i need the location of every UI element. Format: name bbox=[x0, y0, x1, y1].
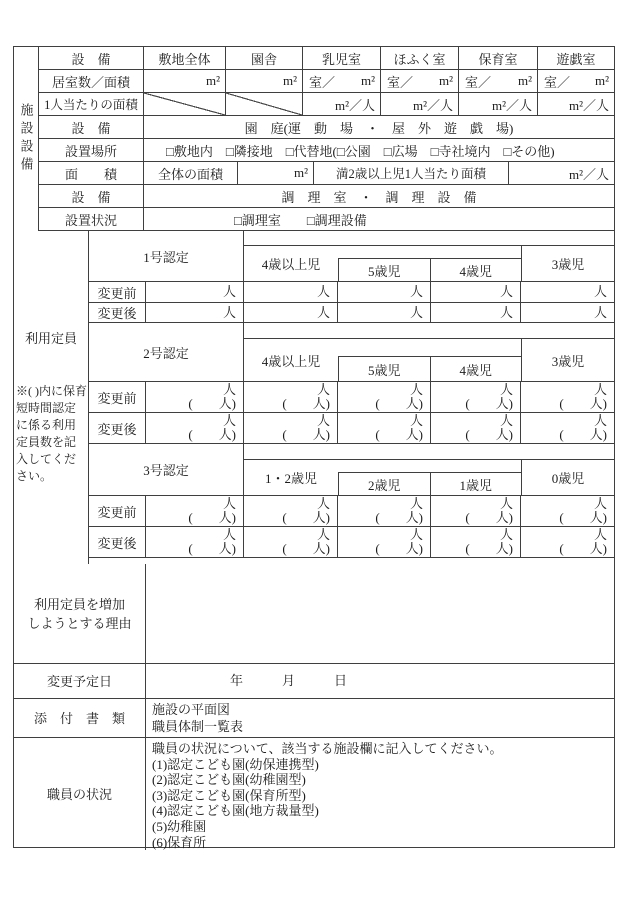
rooms-prefix: 室／ bbox=[544, 74, 571, 90]
unit-person: 人 bbox=[409, 284, 423, 299]
unit-m2: m² bbox=[282, 73, 297, 88]
unit-person-paren: ( 人) bbox=[375, 541, 423, 556]
staff-status-label: 職員の状況 bbox=[14, 738, 146, 850]
nintei-2-group-header: 4歳以上児 bbox=[261, 353, 321, 369]
garden-equip-label: 設 備 bbox=[39, 116, 144, 138]
block-nintei-1 bbox=[89, 231, 614, 323]
nintei-3-subheaders bbox=[338, 460, 521, 495]
nintei-3-before-row bbox=[89, 496, 614, 527]
capacity-field[interactable] bbox=[431, 303, 521, 322]
staff-status-lines bbox=[146, 738, 614, 850]
nintei-3-subrow bbox=[338, 473, 521, 495]
unit-person: 人 bbox=[316, 382, 330, 397]
nintei-2-subrow bbox=[338, 357, 521, 381]
attachments-row bbox=[14, 699, 614, 738]
unit-person-paren: ( 人) bbox=[188, 427, 236, 442]
unit-person: 人 bbox=[593, 527, 607, 542]
nintei-2-before-row bbox=[89, 382, 614, 413]
capacity-field[interactable] bbox=[338, 496, 431, 526]
unit-m2: m² bbox=[517, 73, 532, 88]
unit-person: 人 bbox=[499, 284, 513, 299]
header-spacer bbox=[338, 460, 521, 473]
staff-option: (2)認定こども園(幼稚園型) bbox=[152, 772, 306, 788]
capacity-field[interactable] bbox=[244, 382, 338, 412]
unit-person-paren: ( 人) bbox=[559, 427, 607, 442]
unit-person-paren: ( 人) bbox=[559, 396, 607, 411]
col-header-site: 敷地全体 bbox=[144, 47, 226, 69]
unit-person: 人 bbox=[499, 527, 513, 542]
capacity-field[interactable] bbox=[338, 303, 431, 322]
garden-title: 園 庭(運 動 場 ・ 屋 外 遊 戯 場) bbox=[244, 120, 514, 136]
application-form-table bbox=[13, 46, 615, 848]
nintei-1-age3-header: 3歳児 bbox=[521, 246, 614, 281]
capacity-field[interactable] bbox=[146, 496, 244, 526]
unit-person: 人 bbox=[593, 304, 607, 320]
unit-person: 人 bbox=[222, 284, 236, 299]
staff-option: (1)認定こども園(幼保連携型) bbox=[152, 756, 319, 772]
unit-person: 人 bbox=[316, 413, 330, 428]
capacity-section bbox=[14, 231, 614, 564]
rooms-area-row bbox=[39, 70, 614, 93]
staff-status-content bbox=[146, 738, 614, 850]
facility-side-label: 施設設備 bbox=[18, 103, 34, 175]
unit-person: 人 bbox=[316, 284, 330, 299]
staff-option: (6)保育所 bbox=[152, 834, 207, 850]
site-area-field[interactable] bbox=[144, 70, 226, 92]
nintei-2-after-row bbox=[89, 413, 614, 444]
unit-person: 人 bbox=[222, 413, 236, 428]
capacity-blocks bbox=[89, 231, 614, 564]
unit-m2-per-person: m²／人 bbox=[412, 97, 453, 113]
unit-person: 人 bbox=[499, 413, 513, 428]
unit-person-paren: ( 人) bbox=[465, 427, 513, 442]
diagonal-na-cell bbox=[144, 93, 226, 115]
per-person-row bbox=[39, 93, 614, 116]
nintei-2-age5-header: 5歳児 bbox=[338, 357, 431, 381]
unit-person-paren: ( 人) bbox=[375, 427, 423, 442]
change-date-value: 年 月 日 bbox=[230, 673, 348, 688]
nintei-1-age4-header: 4歳児 bbox=[459, 263, 492, 279]
after-label: 変更後 bbox=[89, 527, 146, 557]
unit-person: 人 bbox=[409, 496, 423, 511]
col-header-infant-room: 乳児室 bbox=[303, 47, 381, 69]
crawl-room-field[interactable] bbox=[381, 70, 459, 92]
kitchen-status-checkboxes[interactable]: □調理室 □調理設備 bbox=[234, 212, 367, 228]
unit-m2: m² bbox=[438, 73, 453, 88]
capacity-field[interactable] bbox=[244, 413, 338, 443]
unit-person: 人 bbox=[499, 496, 513, 511]
change-date-label: 変更予定日 bbox=[14, 664, 146, 698]
capacity-field[interactable] bbox=[521, 413, 614, 443]
before-label: 変更前 bbox=[89, 282, 146, 302]
capacity-field[interactable] bbox=[244, 496, 338, 526]
facility-rows bbox=[39, 47, 614, 231]
attachments-lines bbox=[146, 699, 614, 735]
capacity-field[interactable] bbox=[521, 303, 614, 322]
capacity-side-label: 利用定員 bbox=[24, 331, 77, 346]
capacity-field[interactable] bbox=[146, 413, 244, 443]
unit-person-paren: ( 人) bbox=[465, 396, 513, 411]
unit-person: 人 bbox=[409, 413, 423, 428]
unit-person-paren: ( 人) bbox=[188, 541, 236, 556]
change-date-field[interactable] bbox=[146, 664, 614, 698]
capacity-field[interactable] bbox=[431, 382, 521, 412]
per-person-label: 1人当たりの面積 bbox=[39, 93, 144, 115]
nintei-2-header bbox=[244, 338, 614, 382]
per-child-area-label: 満2歳以上児1人当たり面積 bbox=[314, 162, 509, 184]
capacity-field[interactable] bbox=[146, 282, 244, 302]
unit-person-paren: ( 人) bbox=[375, 510, 423, 525]
diagonal-na-cell bbox=[226, 93, 303, 115]
unit-person: 人 bbox=[316, 527, 330, 542]
nintei-2-title: 2号認定 bbox=[89, 323, 244, 382]
staff-option: (3)認定こども園(保育所型) bbox=[152, 787, 306, 803]
infant-per-person-field[interactable] bbox=[303, 93, 381, 115]
area-label: 面 積 bbox=[39, 162, 144, 184]
unit-person-paren: ( 人) bbox=[559, 541, 607, 556]
unit-person-paren: ( 人) bbox=[465, 541, 513, 556]
nintei-2-subheaders bbox=[338, 339, 521, 381]
attachments-label: 添 付 書 類 bbox=[14, 699, 146, 737]
play-room-field[interactable] bbox=[538, 70, 614, 92]
nursery-per-person-field[interactable] bbox=[459, 93, 538, 115]
unit-person: 人 bbox=[499, 382, 513, 397]
total-area-field[interactable] bbox=[238, 162, 314, 184]
rooms-prefix: 室／ bbox=[387, 74, 414, 90]
capacity-field[interactable] bbox=[431, 413, 521, 443]
kitchen-title: 調 理 室 ・ 調 理 設 備 bbox=[281, 189, 477, 205]
capacity-field[interactable] bbox=[338, 382, 431, 412]
unit-person: 人 bbox=[222, 527, 236, 542]
rooms-prefix: 室／ bbox=[465, 74, 492, 90]
nursery-room-field[interactable] bbox=[459, 70, 538, 92]
unit-person-paren: ( 人) bbox=[465, 510, 513, 525]
unit-m2-per-person: m²／人 bbox=[491, 97, 532, 113]
capacity-field[interactable] bbox=[244, 303, 338, 322]
staff-option: (4)認定こども園(地方裁量型) bbox=[152, 803, 319, 819]
capacity-field[interactable] bbox=[146, 527, 244, 557]
nintei-1-header bbox=[244, 245, 614, 282]
location-checkboxes[interactable]: □敷地内 □隣接地 □代替地(□公園 □広場 □寺社境内 □その他) bbox=[166, 143, 555, 159]
block-nintei-2 bbox=[89, 323, 614, 444]
col-header-building: 園舎 bbox=[226, 47, 303, 69]
unit-person-paren: ( 人) bbox=[375, 396, 423, 411]
unit-person: 人 bbox=[316, 496, 330, 511]
after-label: 変更後 bbox=[89, 413, 146, 443]
nintei-3-group-header: 1・2歳児 bbox=[264, 471, 317, 486]
garden-area-row bbox=[39, 162, 614, 185]
unit-person: 人 bbox=[409, 304, 423, 320]
nintei-1-subrow bbox=[338, 259, 521, 281]
unit-person-paren: ( 人) bbox=[559, 510, 607, 525]
col-header-nursery-room: 保育室 bbox=[459, 47, 538, 69]
unit-m2-per-person: m²／人 bbox=[568, 97, 609, 113]
unit-person: 人 bbox=[593, 496, 607, 511]
kitchen-row bbox=[39, 185, 614, 208]
unit-person-paren: ( 人) bbox=[282, 541, 330, 556]
capacity-field[interactable] bbox=[244, 527, 338, 557]
col-header-play-room: 遊戯室 bbox=[556, 51, 596, 67]
kitchen-status-row bbox=[39, 208, 614, 231]
kitchen-status-label: 設置状況 bbox=[39, 208, 144, 230]
total-area-label: 全体の面積 bbox=[144, 162, 238, 184]
capacity-field[interactable] bbox=[338, 527, 431, 557]
unit-person-paren: ( 人) bbox=[282, 396, 330, 411]
header-spacer bbox=[338, 246, 521, 259]
unit-person-paren: ( 人) bbox=[282, 510, 330, 525]
capacity-field[interactable] bbox=[146, 382, 244, 412]
attachments-list bbox=[146, 699, 614, 737]
play-per-person-field[interactable] bbox=[538, 93, 614, 115]
nintei-3-age1-header: 1歳児 bbox=[459, 477, 492, 493]
kitchen-equip-label: 設 備 bbox=[39, 185, 144, 207]
unit-person: 人 bbox=[593, 413, 607, 428]
rooms-prefix: 室／ bbox=[309, 74, 336, 90]
staff-option: (5)幼稚園 bbox=[152, 818, 207, 834]
unit-m2: m² bbox=[293, 165, 308, 180]
nintei-1-age5-header: 5歳児 bbox=[338, 259, 431, 281]
unit-person: 人 bbox=[499, 304, 513, 320]
capacity-field[interactable] bbox=[338, 282, 431, 302]
building-area-field[interactable] bbox=[226, 70, 303, 92]
unit-person: 人 bbox=[593, 382, 607, 397]
facility-side-label-cell bbox=[14, 47, 39, 231]
attachment-item: 施設の平面図 bbox=[152, 702, 231, 717]
capacity-field[interactable] bbox=[521, 382, 614, 412]
nintei-1-subheaders bbox=[338, 246, 521, 281]
attachment-item: 職員体制一覧表 bbox=[152, 719, 244, 734]
capacity-field[interactable] bbox=[146, 303, 244, 322]
capacity-field[interactable] bbox=[521, 282, 614, 302]
reason-label-line1: 利用定員を増加 bbox=[33, 596, 125, 612]
nintei-3-title: 3号認定 bbox=[89, 444, 244, 496]
before-label: 変更前 bbox=[89, 382, 146, 412]
reason-label-line2: しようとする理由 bbox=[27, 615, 132, 631]
facility-section bbox=[14, 47, 614, 231]
unit-person: 人 bbox=[222, 382, 236, 397]
nintei-1-group-header: 4歳以上児 bbox=[261, 257, 321, 272]
staff-status-row bbox=[14, 738, 614, 850]
capacity-field[interactable] bbox=[521, 527, 614, 557]
unit-person: 人 bbox=[409, 382, 423, 397]
capacity-field[interactable] bbox=[431, 496, 521, 526]
nintei-2-age3-header: 3歳児 bbox=[521, 339, 614, 381]
capacity-field[interactable] bbox=[521, 496, 614, 526]
reason-label bbox=[14, 564, 146, 663]
nintei-3-age0-header: 0歳児 bbox=[521, 460, 614, 495]
facility-header-row bbox=[39, 47, 614, 70]
after-label: 変更後 bbox=[89, 303, 146, 322]
unit-person-paren: ( 人) bbox=[188, 396, 236, 411]
capacity-side-cell bbox=[14, 231, 89, 564]
nintei-2-age4-header: 4歳児 bbox=[459, 362, 492, 378]
unit-person: 人 bbox=[222, 304, 236, 320]
header-spacer bbox=[338, 339, 521, 357]
nintei-1-before-row bbox=[89, 282, 614, 303]
nintei-3-after-row bbox=[89, 527, 614, 558]
unit-person: 人 bbox=[316, 304, 330, 320]
reason-input-area[interactable] bbox=[146, 564, 614, 663]
unit-m2: m² bbox=[360, 73, 375, 88]
unit-m2-per-person: m²／人 bbox=[334, 97, 375, 113]
garden-row bbox=[39, 116, 614, 139]
nintei-1-title: 1号認定 bbox=[89, 231, 244, 282]
capacity-field[interactable] bbox=[338, 413, 431, 443]
col-header-crawl-room: ほふく室 bbox=[381, 47, 459, 69]
crawl-per-person-field[interactable] bbox=[381, 93, 459, 115]
reason-row bbox=[14, 564, 614, 664]
rooms-area-label: 居室数／面積 bbox=[39, 70, 144, 92]
unit-person: 人 bbox=[222, 496, 236, 511]
equipment-label: 設 備 bbox=[39, 47, 144, 69]
location-label: 設置場所 bbox=[39, 139, 144, 161]
capacity-field[interactable] bbox=[244, 282, 338, 302]
capacity-field[interactable] bbox=[431, 282, 521, 302]
change-date-row bbox=[14, 664, 614, 699]
before-label: 変更前 bbox=[89, 496, 146, 526]
nintei-3-age2-header: 2歳児 bbox=[338, 473, 431, 495]
unit-m2-per-person: m²／人 bbox=[568, 166, 609, 182]
per-child-area-field[interactable] bbox=[509, 162, 614, 184]
nintei-3-header bbox=[244, 459, 614, 496]
unit-person-paren: ( 人) bbox=[282, 427, 330, 442]
capacity-side-note: ※( )内に保育短時間認定に係る利用定員数を記入してください。 bbox=[16, 384, 87, 483]
staff-instruction: 職員の状況について、該当する施設欄に記入してください。 bbox=[152, 741, 503, 756]
nintei-1-after-row bbox=[89, 303, 614, 323]
unit-person: 人 bbox=[409, 527, 423, 542]
unit-m2: m² bbox=[205, 73, 220, 88]
block-nintei-3 bbox=[89, 444, 614, 558]
unit-person-paren: ( 人) bbox=[188, 510, 236, 525]
garden-location-row bbox=[39, 139, 614, 162]
infant-room-field[interactable] bbox=[303, 70, 381, 92]
capacity-field[interactable] bbox=[431, 527, 521, 557]
unit-m2: m² bbox=[594, 73, 609, 88]
unit-person: 人 bbox=[593, 284, 607, 299]
